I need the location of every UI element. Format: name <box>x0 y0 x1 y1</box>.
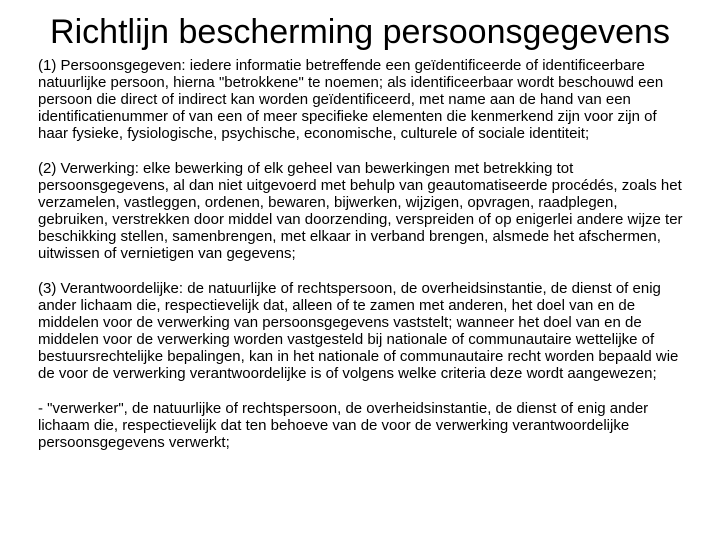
definition-persoonsgegeven: (1) Persoonsgegeven: iedere informatie betreffende een geïdentificeerde of identificeerbare natuurlijke persoon, hierna "betrokkene" te noemen; als identificeerbaar wordt beschouwd een persoon die direct of indirect kan worden geïdentificeerd, met name aan de hand van een identificatienummer of van een of meer specifieke elementen die kenmerkend zijn voor zijn of haar fysieke, fysiologische, psychische, economische, culturele of sociale identiteit; <box>38 57 664 142</box>
definition-verwerker: - "verwerker", de natuurlijke of rechtspersoon, de overheidsinstantie, de dienst of enig ander lichaam die, respectievelijk dat ten behoeve van de voor de verwerking verantwoordelijke persoonsgegevens verwerkt; <box>38 400 649 451</box>
slide-body <box>38 57 688 451</box>
definition-verwerking: (2) Verwerking: elke bewerking of elk geheel van bewerkingen met betrekking tot persoonsgegevens, al dan niet uitgevoerd met behulp van geautomatiseerde procédés, zoals het verzamelen, vastleggen, ordenen, bewaren, bijwerken, wijzigen, opvragen, raadplegen, gebruiken, verstrekken door middel van doorzending, verspreiden of op enigerlei andere wijze ter beschikking stellen, samenbrengen, met elkaar in verband brengen, alsmede het afschermen, uitwissen of vernietigen van gegevens; <box>38 160 683 262</box>
slide-title: Richtlijn bescherming persoonsgegevens <box>50 13 670 51</box>
definition-verantwoordelijke: (3) Verantwoordelijke: de natuurlijke of rechtspersoon, de overheidsinstantie, de dienst of enig ander lichaam die, respectievelijk dat, alleen of te zamen met anderen, het doel van en de middelen voor de verwerking van persoonsgegevens vaststelt; wanneer het doel van en de middelen voor de verwerking worden vastgesteld bij nationale of communautaire wettelijke of bestuursrechtelijke bepalingen, kan in het nationale of communautaire recht worden bepaald wie de voor de verwerking verantwoordelijke is of volgens welke criteria deze wordt aangewezen; <box>38 280 679 382</box>
